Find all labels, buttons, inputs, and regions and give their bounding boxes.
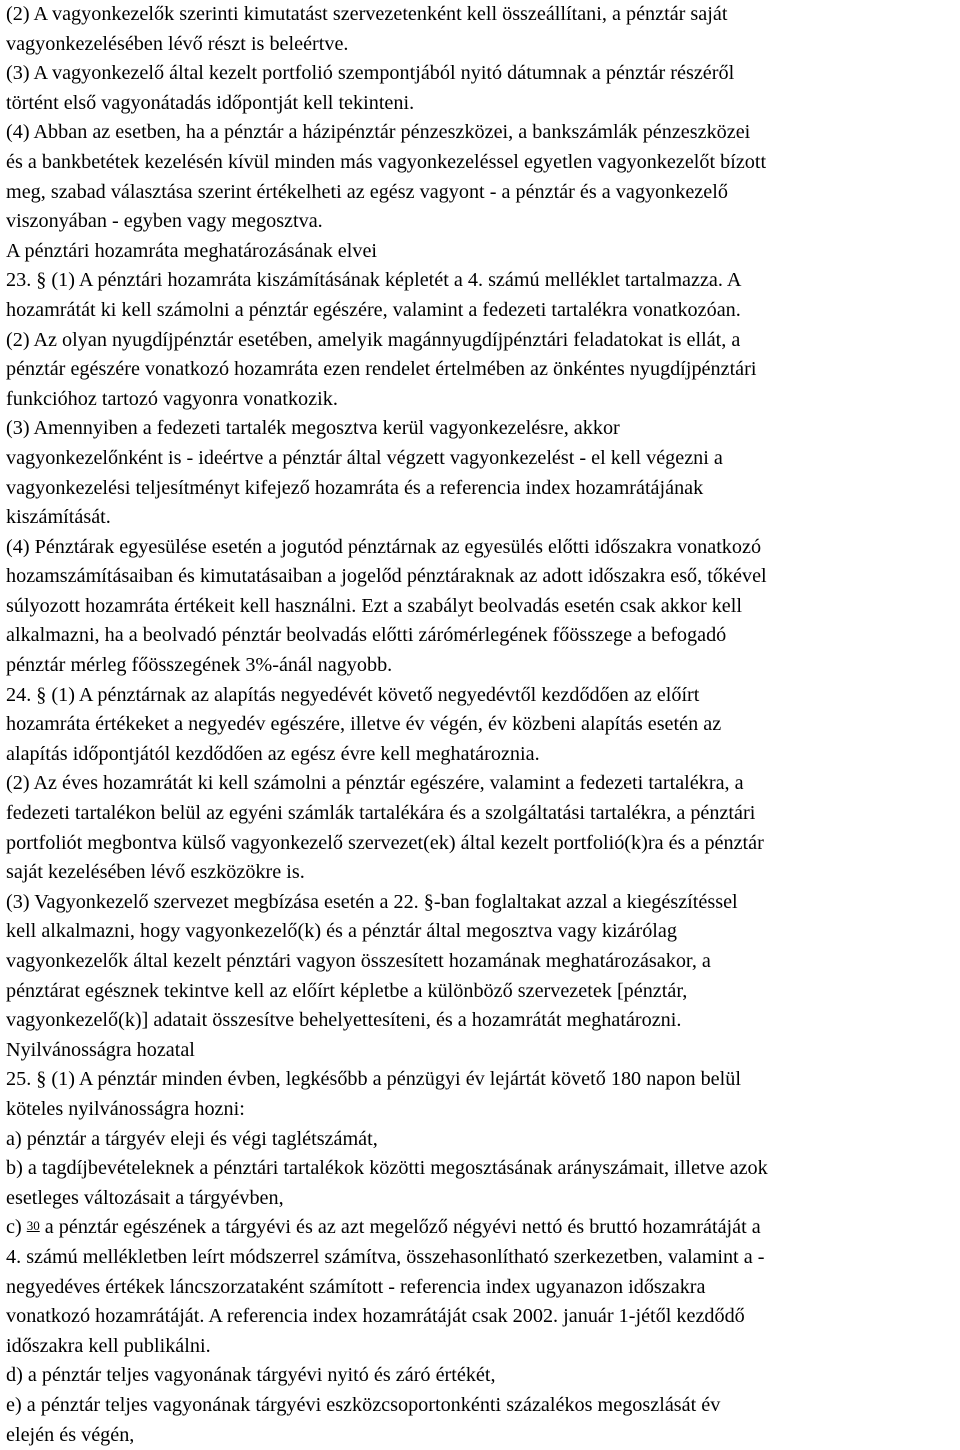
text-line: (2) A vagyonkezelők szerinti kimutatást szervezetenként kell összeállítani, a pénztár saját bbox=[6, 0, 956, 30]
text-line: kiszámítását. bbox=[6, 503, 956, 533]
footnote-reference-link[interactable]: 30 bbox=[27, 1218, 40, 1233]
text-line: esetleges változásait a tárgyévben, bbox=[6, 1184, 956, 1214]
text-line: hozamrátát ki kell számolni a pénztár egészére, valamint a fedezeti tartalékra vonatkozóan. bbox=[6, 296, 956, 326]
text-line: (4) Abban az esetben, ha a pénztár a házipénztár pénzeszközei, a bankszámlák pénzeszközei bbox=[6, 118, 956, 148]
text-line: alkalmazni, ha a beolvadó pénztár beolvadás előtti zárómérlegének főösszege a befogadó bbox=[6, 621, 956, 651]
text-line: pénztárat egésznek tekintve kell az előírt képletbe a különböző szervezetek [pénztár, bbox=[6, 977, 956, 1007]
text-line: negyedéves értékek láncszorzataként számított - referencia index ugyanazon időszakra bbox=[6, 1273, 956, 1303]
text-line: alapítás időpontjától kezdődően az egész évre kell meghatároznia. bbox=[6, 740, 956, 770]
text-line: köteles nyilvánosságra hozni: bbox=[6, 1095, 956, 1125]
text-line: hozamszámításaiban és kimutatásaiban a jogelőd pénztáraknak az adott időszakra eső, tőkével bbox=[6, 562, 956, 592]
text-line: időszakra kell publikálni. bbox=[6, 1332, 956, 1362]
text-line: elején és végén, bbox=[6, 1421, 956, 1450]
text-line: történt első vagyonátadás időpontját kell tekinteni. bbox=[6, 89, 956, 119]
text-line: pénztár mérleg főösszegének 3%-ánál nagyobb. bbox=[6, 651, 956, 681]
text-line: Nyilvánosságra hozatal bbox=[6, 1036, 956, 1066]
text-line: meg, szabad választása szerint értékelheti az egész vagyont - a pénztár és a vagyonkezelő bbox=[6, 178, 956, 208]
text-line: vagyonkezelési teljesítményt kifejező hozamráta és a referencia index hozamrátájának bbox=[6, 474, 956, 504]
text-line: vagyonkezelő(k)] adatait összesítve behelyettesíteni, és a hozamrátát meghatározni. bbox=[6, 1006, 956, 1036]
text-line: a) pénztár a tárgyév eleji és végi taglétszámát, bbox=[6, 1125, 956, 1155]
text-line: A pénztári hozamráta meghatározásának elvei bbox=[6, 237, 956, 267]
text-line: b) a tagdíjbevételeknek a pénztári tartalékok közötti megosztásának arányszámait, illetve azok bbox=[6, 1154, 956, 1184]
list-marker-c: c) bbox=[6, 1216, 27, 1238]
text-block-upper bbox=[6, 0, 956, 1213]
text-line: e) a pénztár teljes vagyonának tárgyévi eszközcsoportonkénti százalékos megoszlását év bbox=[6, 1391, 956, 1421]
text-block-lower bbox=[6, 1243, 956, 1450]
text-line: és a bankbetétek kezelésén kívül minden más vagyonkezeléssel egyetlen vagyonkezelőt bízott bbox=[6, 148, 956, 178]
text-line: 4. számú mellékletben leírt módszerrel számítva, összehasonlítható szerkezetben, valamint a - bbox=[6, 1243, 956, 1273]
text-line: portfoliót megbontva külső vagyonkezelő szervezet(ek) által kezelt portfolió(k)ra és a pénztár bbox=[6, 829, 956, 859]
text-line: (2) Az éves hozamrátát ki kell számolni a pénztár egészére, valamint a fedezeti tartalékra, a bbox=[6, 769, 956, 799]
text-line: 23. § (1) A pénztári hozamráta kiszámításának képletét a 4. számú melléklet tartalmazza. A bbox=[6, 266, 956, 296]
document-page bbox=[6, 0, 956, 1450]
text-line: (4) Pénztárak egyesülése esetén a jogutód pénztárnak az egyesülés előtti időszakra vonatkozó bbox=[6, 533, 956, 563]
text-line: d) a pénztár teljes vagyonának tárgyévi nyitó és záró értékét, bbox=[6, 1361, 956, 1391]
text-line: hozamráta értékeket a negyedév egészére, illetve év végén, év közbeni alapítás esetén az bbox=[6, 710, 956, 740]
text-line: súlyozott hozamráta értékeit kell használni. Ezt a szabályt beolvadás esetén csak akkor kell bbox=[6, 592, 956, 622]
text-line: 25. § (1) A pénztár minden évben, legkésőbb a pénzügyi év lejártát követő 180 napon belül bbox=[6, 1065, 956, 1095]
text-line: vagyonkezelők által kezelt pénztári vagyon összesített hozamának meghatározásakor, a bbox=[6, 947, 956, 977]
text-line: vagyonkezelőnként is - ideértve a pénztár által végzett vagyonkezelést - el kell végezni a bbox=[6, 444, 956, 474]
text-line: vonatkozó hozamrátáját. A referencia index hozamrátáját csak 2002. január 1-jétől kezdődő bbox=[6, 1302, 956, 1332]
text-line: (3) Vagyonkezelő szervezet megbízása esetén a 22. §-ban foglaltakat azzal a kiegészítéssel bbox=[6, 888, 956, 918]
text-line: vagyonkezelésében lévő részt is beleértve. bbox=[6, 30, 956, 60]
text-line-c bbox=[6, 1213, 956, 1243]
text-line: pénztár egészére vonatkozó hozamráta ezen rendelet értelmében az önkéntes nyugdíjpénztári bbox=[6, 355, 956, 385]
text-line: 24. § (1) A pénztárnak az alapítás negyedévét követő negyedévtől kezdődően az előírt bbox=[6, 681, 956, 711]
text-line-c-body: a pénztár egészének a tárgyévi és az azt megelőző négyévi nettó és bruttó hozamrátáját a bbox=[40, 1216, 761, 1238]
text-line: (2) Az olyan nyugdíjpénztár esetében, amelyik magánnyugdíjpénztári feladatokat is ellát, a bbox=[6, 326, 956, 356]
text-line: kell alkalmazni, hogy vagyonkezelő(k) és a pénztár által megosztva vagy kizárólag bbox=[6, 917, 956, 947]
text-line: funkcióhoz tartozó vagyonra vonatkozik. bbox=[6, 385, 956, 415]
text-line: (3) A vagyonkezelő által kezelt portfolió szempontjából nyitó dátumnak a pénztár részéről bbox=[6, 59, 956, 89]
text-line: viszonyában - egyben vagy megosztva. bbox=[6, 207, 956, 237]
text-line: saját kezelésében lévő eszközökre is. bbox=[6, 858, 956, 888]
text-line: fedezeti tartalékon belül az egyéni számlák tartalékára és a szolgáltatási tartalékra, a pénztári bbox=[6, 799, 956, 829]
text-line: (3) Amennyiben a fedezeti tartalék megosztva kerül vagyonkezelésre, akkor bbox=[6, 414, 956, 444]
